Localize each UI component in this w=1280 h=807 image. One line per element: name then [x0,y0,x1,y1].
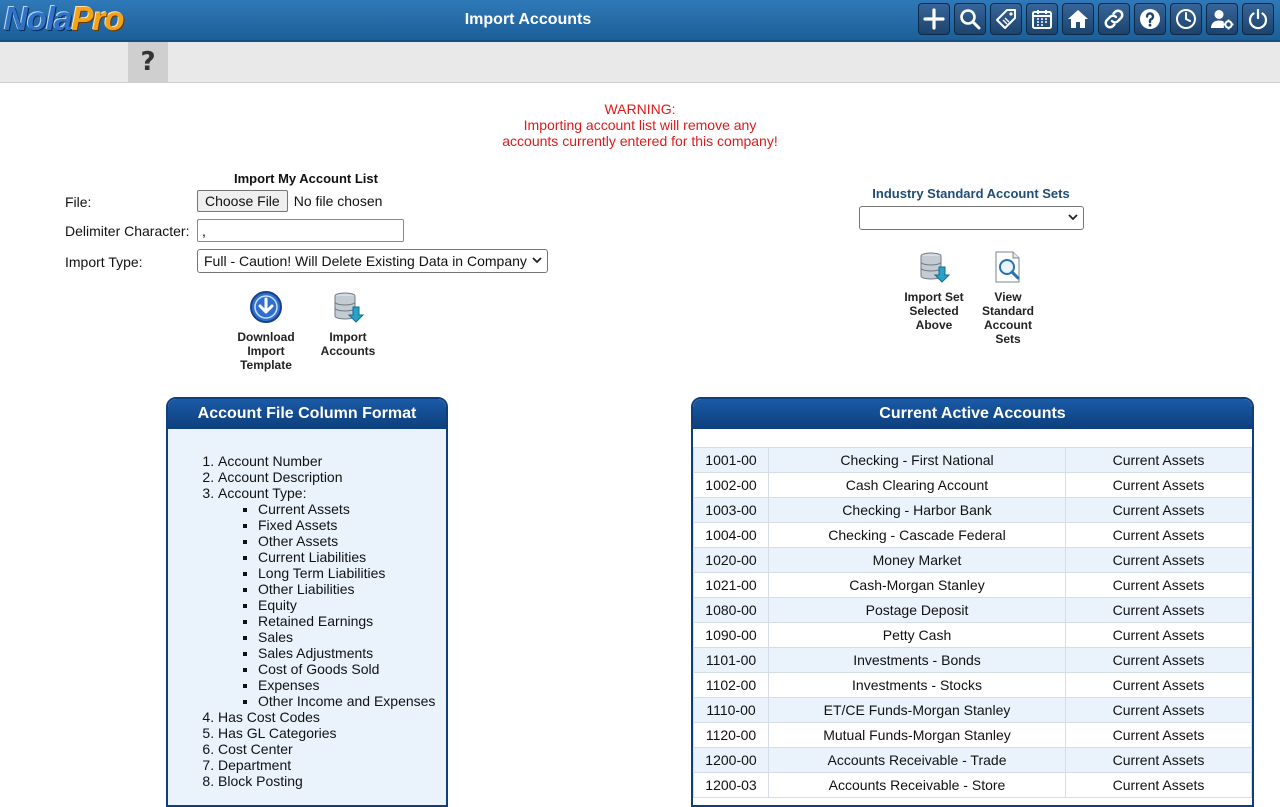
account-description-cell: Checking - Harbor Bank [769,498,1066,523]
file-picker [197,190,382,212]
account-number-cell: 1001-00 [694,448,769,473]
user-settings-icon [1210,7,1234,31]
account-type-item: ▪ Long Term Liabilities [258,565,446,581]
account-type-cell: Current Assets [1066,498,1252,523]
account-description-cell: Accounts Receivable - Store [769,773,1066,798]
account-description-cell: Cash-Morgan Stanley [769,573,1066,598]
account-row[interactable] [694,673,1252,698]
account-description-cell: Postage Deposit [769,598,1066,623]
account-row[interactable] [694,723,1252,748]
chevron-down-icon [531,254,543,266]
active-accounts-panel [691,397,1254,807]
search-icon [958,7,982,31]
account-number-cell: 1004-00 [694,523,769,548]
account-number-cell: 1020-00 [694,548,769,573]
download-template-label: Download Import Template [237,330,295,372]
warning-message [440,101,840,149]
import-type-value: Full - Caution! Will Delete Existing Data in Company [204,253,527,269]
account-description-cell: Mutual Funds-Morgan Stanley [769,723,1066,748]
account-type-item: ▪ Other Liabilities [258,581,446,597]
search-button[interactable] [954,3,986,35]
account-description-cell: Petty Cash [769,623,1066,648]
time-button[interactable] [1170,3,1202,35]
account-type-item: ▪ Fixed Assets [258,517,446,533]
file-label: File: [65,194,92,210]
account-number-cell: 1021-00 [694,573,769,598]
format-item [218,725,446,741]
account-row[interactable] [694,473,1252,498]
account-number-cell: 1080-00 [694,598,769,623]
import-type-label: Import Type: [65,254,143,270]
account-type-cell: Current Assets [1066,448,1252,473]
account-type-cell: Current Assets [1066,748,1252,773]
sub-toolbar [0,42,1280,83]
account-row[interactable] [694,598,1252,623]
page-help-button[interactable]: ? [128,42,168,82]
format-item [218,709,446,725]
help-icon [1138,7,1162,31]
format-item-label: Department [218,757,292,773]
database-import-icon [917,250,951,284]
account-row[interactable] [694,623,1252,648]
account-description-cell: Investments - Stocks [769,673,1066,698]
link-icon [1102,7,1126,31]
view-standard-sets-label: View Standard Account Sets [981,290,1034,346]
user-settings-button[interactable] [1206,3,1238,35]
account-type-cell: Current Assets [1066,648,1252,673]
home-button[interactable] [1062,3,1094,35]
account-row[interactable] [694,523,1252,548]
account-number-cell: 1102-00 [694,673,769,698]
account-type-item: ▪ Equity [258,597,446,613]
account-type-list [218,501,446,709]
account-type-item: ▪ Expenses [258,677,446,693]
account-type-cell: Current Assets [1066,548,1252,573]
account-description-cell: ET/CE Funds-Morgan Stanley [769,698,1066,723]
format-item-label: Account Number [218,453,323,469]
account-type-cell: Current Assets [1066,598,1252,623]
account-row[interactable] [694,748,1252,773]
account-row[interactable] [694,573,1252,598]
account-type-cell: Current Assets [1066,523,1252,548]
account-number-cell: 1200-03 [694,773,769,798]
account-row[interactable] [694,448,1252,473]
account-description-cell: Accounts Receivable - Trade [769,748,1066,773]
format-item [218,485,446,709]
account-row[interactable] [694,773,1252,798]
power-icon [1246,7,1270,31]
page-title: Import Accounts [464,11,592,28]
add-icon [922,7,946,31]
account-type-cell: Current Assets [1066,573,1252,598]
import-set-button[interactable] [898,250,970,332]
home-icon [1066,7,1090,31]
nolapro-logo[interactable]: NolaPro [4,0,124,37]
account-description-cell: Checking - Cascade Federal [769,523,1066,548]
format-item-label: Cost Center [218,741,293,757]
format-item [218,453,446,469]
account-type-cell: Current Assets [1066,723,1252,748]
column-format-title: Account File Column Format [168,399,446,429]
account-type-cell: Current Assets [1066,698,1252,723]
document-search-icon [991,250,1025,284]
account-type-item: ▪ Cost of Goods Sold [258,661,446,677]
account-number-cell: 1200-00 [694,748,769,773]
calendar-icon [1030,7,1054,31]
warning-line: WARNING: [604,101,676,117]
chevron-down-icon [1067,211,1079,223]
account-number-cell: 1090-00 [694,623,769,648]
database-import-icon [331,290,365,324]
import-form-title: Import My Account List [234,171,378,186]
account-type-item: ▪ Current Liabilities [258,549,446,565]
account-type-item: ▪ Sales Adjustments [258,645,446,661]
account-type-item: ▪ Other Assets [258,533,446,549]
standard-set-select[interactable] [859,206,1084,230]
toolbar [918,3,1274,35]
accounts-table [693,447,1252,798]
account-number-cell: 1002-00 [694,473,769,498]
delimiter-input[interactable] [197,219,404,242]
account-number-cell: 1101-00 [694,648,769,673]
account-row[interactable] [694,648,1252,673]
account-type-item: ▪ Sales [258,629,446,645]
help-button[interactable] [1134,3,1166,35]
format-item-label: Block Posting [218,773,303,789]
account-type-cell: Current Assets [1066,623,1252,648]
format-item [218,773,446,789]
import-type-select[interactable] [197,249,548,273]
import-accounts-button[interactable] [314,290,382,358]
add-button[interactable] [918,3,950,35]
download-template-button[interactable] [226,290,306,372]
account-row[interactable] [694,498,1252,523]
download-icon [249,290,283,324]
warning-line: Importing account list will remove any [523,117,757,133]
format-item [218,757,446,773]
account-description-cell: Money Market [769,548,1066,573]
links-button[interactable] [1098,3,1130,35]
clock-icon [1174,7,1198,31]
format-item [218,469,446,485]
file-status: No file chosen [293,193,383,209]
format-item-label: Has GL Categories [218,725,337,741]
column-format-panel [166,397,448,807]
account-number-cell: 1003-00 [694,498,769,523]
account-number-cell: 1110-00 [694,698,769,723]
account-type-cell: Current Assets [1066,773,1252,798]
column-format-list [168,453,446,789]
account-type-item: ▪ Other Income and Expenses [258,693,446,709]
active-accounts-title: Current Active Accounts [693,399,1252,429]
format-item-label: Has Cost Codes [218,709,320,725]
standard-sets-title: Industry Standard Account Sets [872,186,1070,201]
account-description-cell: Checking - First National [769,448,1066,473]
account-description-cell: Investments - Bonds [769,648,1066,673]
logout-button[interactable] [1242,3,1274,35]
account-row[interactable] [694,698,1252,723]
tag-icon [994,7,1018,31]
account-row[interactable] [694,548,1252,573]
tags-button[interactable] [990,3,1022,35]
account-type-cell: Current Assets [1066,673,1252,698]
top-bar [0,0,1280,42]
format-item-label: Account Description [218,469,343,485]
account-description-cell: Cash Clearing Account [769,473,1066,498]
delimiter-label: Delimiter Character: [65,223,190,239]
account-number-cell: 1120-00 [694,723,769,748]
view-standard-sets-button[interactable] [976,250,1040,346]
calendar-button[interactable] [1026,3,1058,35]
account-type-item: ▪ Current Assets [258,501,446,517]
warning-line: accounts currently entered for this company! [502,133,778,149]
account-type-cell: Current Assets [1066,473,1252,498]
account-type-item: ▪ Retained Earnings [258,613,446,629]
format-item-label: Account Type: [218,485,307,501]
choose-file-button[interactable]: Choose File [197,190,288,212]
format-item [218,741,446,757]
import-set-label: Import Set Selected Above [904,290,964,332]
import-accounts-label: Import Accounts [320,330,376,358]
